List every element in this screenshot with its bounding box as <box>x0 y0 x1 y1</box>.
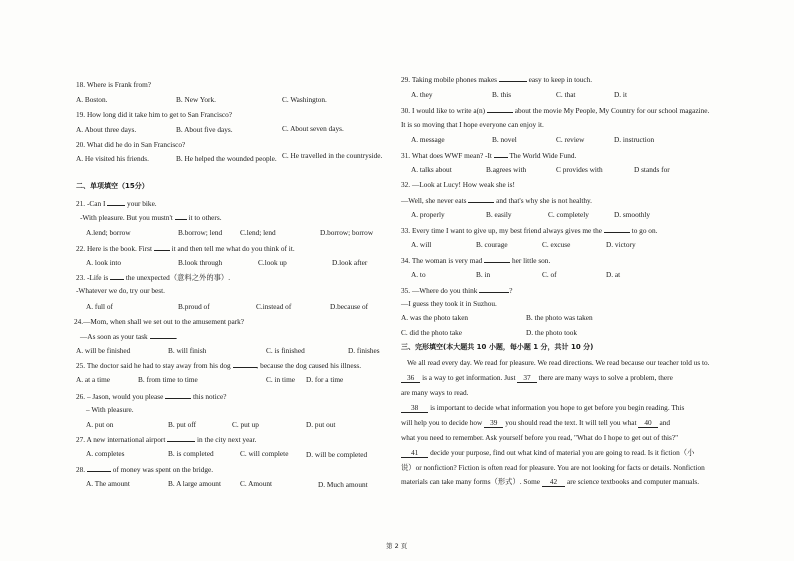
q19-option-c: C. About seven days. <box>282 124 344 133</box>
cloze-line-2: 36 is a way to get information. Just 37 there are many ways to solve a problem, there <box>401 373 673 382</box>
q26-stem-line2: – With pleasure. <box>86 405 134 414</box>
q28-option-d: D. Much amount <box>318 480 368 489</box>
q30-option-c: C. review <box>556 135 585 144</box>
q21-blank2[interactable] <box>175 212 187 220</box>
q27-option-b: B. is completed <box>168 449 214 458</box>
q31-option-d: D stands for <box>634 165 670 174</box>
q29-option-c: C. that <box>556 90 576 99</box>
q22-option-d: D.look after <box>332 258 368 267</box>
q22-option-b: B.look through <box>178 258 223 267</box>
q35-option-d: D. the photo took <box>526 328 578 337</box>
cloze-blank-36[interactable]: 36 <box>401 373 420 383</box>
q31-blank[interactable] <box>494 150 508 158</box>
q34-stem: 34. The woman is very mad her little son. <box>401 256 551 265</box>
q27-option-a: A. completes <box>86 449 125 458</box>
q24-option-c: C. is finished <box>266 346 305 355</box>
page-number: 第 2 页 <box>386 542 408 550</box>
q23-option-a: A. full of <box>86 302 113 311</box>
q32-stem-line2: —Well, she never eats and that's why she is not healthy. <box>401 196 593 205</box>
q22-option-a: A. look into <box>86 258 122 267</box>
q29-blank[interactable] <box>499 74 527 82</box>
q33-option-c: C. excuse <box>542 240 571 249</box>
q30-stem-line2: It is so moving that I hope everyone can enjoy it. <box>401 120 544 129</box>
q24-blank[interactable] <box>150 331 176 339</box>
q26-option-c: C. put up <box>232 420 259 429</box>
q23-option-b: B.proud of <box>178 302 210 311</box>
q34-option-d: D. at <box>606 270 621 279</box>
q33-option-a: A. will <box>411 240 432 249</box>
q25-stem: 25. The doctor said he had to stay away from his dog , because the dog caused his illness. <box>76 361 362 370</box>
q24-stem-line1: 24.—Mom, when shall we set out to the amusement park? <box>74 317 245 326</box>
section-title-single-choice: 二、单项填空（15分） <box>76 182 149 190</box>
q18-option-c: C. Washington. <box>282 95 327 104</box>
q23-option-c: C.instead of <box>256 302 292 311</box>
cloze-line-1: We all read every day. We read for pleasure. We read directions. We read because our teacher told us to. <box>407 358 710 367</box>
q35-stem-line2: —I guess they took it in Suzhou. <box>401 299 497 308</box>
q32-stem-line1: 32. —Look at Lucy! How weak she is! <box>401 180 515 189</box>
q24-stem-line2: —As soon as your task . <box>80 332 178 341</box>
q23-stem-line2: -Whatever we do, try our best. <box>76 286 165 295</box>
q19-option-a: A. About three days. <box>76 125 137 134</box>
q27-option-d: D. will be completed <box>306 450 368 459</box>
q32-blank[interactable] <box>468 195 494 203</box>
cloze-line-5: will help you to decide how 39 you should read the text. It will tell you what 40 and <box>401 418 671 427</box>
q18-option-b: B. New York. <box>176 95 216 104</box>
cloze-blank-42[interactable]: 42 <box>542 477 565 487</box>
q26-stem-line1: 26. – Jason, would you please this notice? <box>76 392 227 401</box>
q22-blank[interactable] <box>154 243 170 251</box>
q30-option-b: B. novel <box>492 135 517 144</box>
q29-option-a: A. they <box>411 90 433 99</box>
q33-option-d: D. victory <box>606 240 636 249</box>
q21-option-b: B.borrow; lend <box>178 228 223 237</box>
q21-option-a: A.lend; borrow <box>86 228 131 237</box>
q28-blank[interactable] <box>87 464 111 472</box>
q35-blank[interactable] <box>479 285 509 293</box>
q24-option-d: D. finishes <box>348 346 380 355</box>
q25-option-d: D. for a time <box>306 375 344 384</box>
q22-stem: 22. Here is the book. First it and then tell me what do you think of it. <box>76 244 295 253</box>
q26-option-a: A. put on <box>86 420 114 429</box>
q26-blank[interactable] <box>165 391 191 399</box>
q30-blank[interactable] <box>487 105 513 113</box>
q33-stem: 33. Every time I want to give up, my best friend always gives me the to go on. <box>401 226 658 235</box>
q23-stem-line1: 23. -Life is the unexpected（意料之外的事）. <box>76 273 231 282</box>
cloze-line-4: 38 is important to decide what information you hope to get before you begin reading. This <box>401 403 684 412</box>
q35-option-c: C. did the photo take <box>401 328 463 337</box>
q21-option-c: C.lend; lend <box>240 228 276 237</box>
q25-blank[interactable] <box>233 360 257 368</box>
q19-stem: 19. How long did it take him to get to San Francisco? <box>76 110 233 119</box>
q31-stem: 31. What does WWF mean? -It The World Wide Fund. <box>401 151 577 160</box>
cloze-blank-41[interactable]: 41 <box>401 448 428 458</box>
q20-option-a: A. He visited his friends. <box>76 154 149 163</box>
q19-option-b: B. About five days. <box>176 125 233 134</box>
q34-blank[interactable] <box>484 255 510 263</box>
q35-option-b: B. the photo was taken <box>526 313 593 322</box>
q28-option-c: C. Amount <box>240 479 273 488</box>
q31-option-b: B.agrees with <box>486 165 527 174</box>
q28-option-a: A. The amount <box>86 479 130 488</box>
q25-option-b: B. from time to time <box>138 375 198 384</box>
section-title-cloze: 三、完形填空(本大题共 10 小题，每小题 1 分，共计 10 分) <box>401 343 594 351</box>
q21-stem-line1: 21. -Can I your bike. <box>76 199 157 208</box>
q28-option-b: B. A large amount <box>168 479 221 488</box>
q27-stem: 27. A new international airport in the city next year. <box>76 435 257 444</box>
q32-option-d: D. smoothly <box>614 210 651 219</box>
q31-option-a: A. talks about <box>411 165 452 174</box>
cloze-line-3: are many ways to read. <box>401 388 469 397</box>
q30-option-a: A. message <box>411 135 445 144</box>
cloze-line-9: materials can take many forms（形式）. Some 42 are science textbooks and computer manuals. <box>401 477 700 486</box>
q27-blank[interactable] <box>167 434 195 442</box>
q23-option-d: D.because of <box>330 302 369 311</box>
q30-option-d: D. instruction <box>614 135 655 144</box>
q34-option-c: C. of <box>542 270 557 279</box>
q21-stem-line2: -With pleasure. But you mustn't it to others. <box>80 213 222 222</box>
q29-option-d: D. it <box>614 90 627 99</box>
cloze-blank-37[interactable]: 37 <box>517 373 536 383</box>
q24-option-b: B. will finish <box>168 346 207 355</box>
cloze-blank-39[interactable]: 39 <box>484 418 503 428</box>
q26-option-d: D. put out <box>306 420 336 429</box>
q18-stem: 18. Where is Frank from? <box>76 80 152 89</box>
q25-option-a: A. at a time <box>76 375 111 384</box>
q29-stem: 29. Taking mobile phones makes easy to keep in touch. <box>401 75 593 84</box>
cloze-blank-38[interactable]: 38 <box>401 403 428 413</box>
q29-option-b: B. this <box>492 90 512 99</box>
q26-option-b: B. put off <box>168 420 197 429</box>
q27-option-c: C. will complete <box>240 449 289 458</box>
q32-option-c: C. completely <box>548 210 589 219</box>
q34-option-b: B. in <box>476 270 491 279</box>
q31-option-c: C provides with <box>556 165 603 174</box>
q34-option-a: A. to <box>411 270 426 279</box>
cloze-line-6: what you need to remember. Ask yourself before you read, "What do I hope to get out of this?" <box>401 433 679 442</box>
q20-option-b: B. He helped the wounded people. <box>176 154 277 163</box>
q21-option-d: D.borrow; borrow <box>320 228 374 237</box>
q28-stem: 28. of money was spent on the bridge. <box>76 465 214 474</box>
q30-stem-line1: 30. I would like to write a(n) about the movie My People, My Country for our school magazine. <box>401 106 710 115</box>
q23-blank[interactable] <box>110 272 124 280</box>
q32-option-b: B. easily <box>486 210 512 219</box>
cloze-blank-40[interactable]: 40 <box>638 418 657 428</box>
q33-option-b: B. courage <box>476 240 508 249</box>
q32-option-a: A. properly <box>411 210 445 219</box>
q18-option-a: A. Boston. <box>76 95 108 104</box>
q35-stem-line1: 35. —Where do you think ? <box>401 286 513 295</box>
q33-blank[interactable] <box>604 225 630 233</box>
q21-blank1[interactable] <box>107 198 125 206</box>
cloze-line-7: 41 decide your purpose, find out what kind of material you are going to read. Is it fiction（小 <box>401 448 694 457</box>
cloze-line-8: 说）or nonfiction? Fiction is often read for pleasure. You are not looking for facts or details. Nonfiction <box>401 463 705 472</box>
q20-stem: 20. What did he do in San Francisco? <box>76 140 186 149</box>
q22-option-c: C.look up <box>258 258 287 267</box>
q20-option-c: C. He travelled in the countryside. <box>282 151 383 160</box>
q35-option-a: A. was the photo taken <box>401 313 469 322</box>
q25-option-c: C. in time <box>266 375 295 384</box>
q24-option-a: A. will be finished <box>76 346 131 355</box>
